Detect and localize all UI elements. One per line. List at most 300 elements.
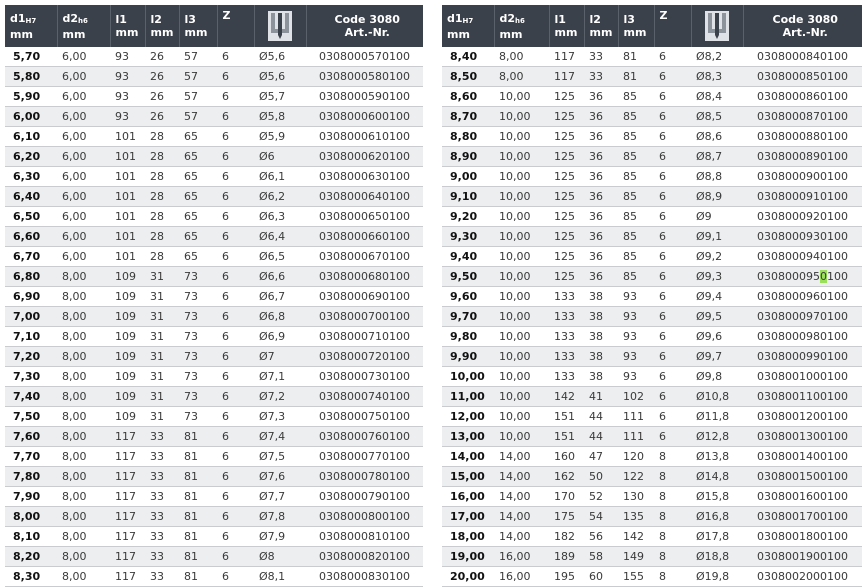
cell-code: 0308000710100 — [306, 327, 423, 347]
table-row — [442, 567, 862, 587]
cell-l2: 26 — [145, 47, 179, 67]
reamer-table-left — [5, 5, 423, 587]
cell-d2: 16,00 — [494, 567, 549, 587]
cell-l1: 151 — [549, 407, 584, 427]
cell-code: 0308000930100 — [743, 227, 862, 247]
col-d2: $d2_{h6}$ mm — [494, 5, 549, 47]
cell-l2: 54 — [584, 507, 618, 527]
cell-d2: 8,00 — [57, 567, 110, 587]
cell-l2: 56 — [584, 527, 618, 547]
cell-d2: 14,00 — [494, 467, 549, 487]
cell-d2: 14,00 — [494, 507, 549, 527]
cell-l1: 101 — [110, 167, 145, 187]
cell-d2: 6,00 — [57, 87, 110, 107]
cell-hole: Ø8,4 — [691, 87, 743, 107]
cell-code: 0308000680100 — [306, 267, 423, 287]
cell-l3: 65 — [179, 147, 217, 167]
cell-code: 0308001600100 — [743, 487, 862, 507]
cell-l3: 81 — [618, 67, 654, 87]
cell-hole: Ø5,9 — [254, 127, 306, 147]
cell-code: 0308000700100 — [306, 307, 423, 327]
cell-l3: 85 — [618, 227, 654, 247]
cell-l1: 125 — [549, 87, 584, 107]
reamer-table-right — [442, 5, 862, 587]
cell-l1: 117 — [549, 67, 584, 87]
cell-z: 6 — [217, 107, 254, 127]
cell-d1: 18,00 — [442, 527, 494, 547]
table-row — [5, 187, 423, 207]
cell-d2: 14,00 — [494, 487, 549, 507]
cell-d1: 6,50 — [5, 207, 57, 227]
cell-d1: 7,80 — [5, 467, 57, 487]
cell-z: 6 — [217, 527, 254, 547]
cell-hole: Ø8,9 — [691, 187, 743, 207]
cell-hole: Ø5,7 — [254, 87, 306, 107]
cell-d2: 10,00 — [494, 227, 549, 247]
cell-l3: 81 — [618, 47, 654, 67]
cell-z: 6 — [217, 267, 254, 287]
cell-l1: 117 — [110, 547, 145, 567]
cell-d1: 8,20 — [5, 547, 57, 567]
cell-l3: 93 — [618, 347, 654, 367]
cell-d1: 9,00 — [442, 167, 494, 187]
cell-d2: 6,00 — [57, 47, 110, 67]
cell-d2: 8,00 — [57, 487, 110, 507]
cell-code: 0308000890100 — [743, 147, 862, 167]
cell-hole: Ø9,7 — [691, 347, 743, 367]
cell-l2: 31 — [145, 267, 179, 287]
cell-d2: 10,00 — [494, 207, 549, 227]
cell-l3: 111 — [618, 407, 654, 427]
cell-d1: 11,00 — [442, 387, 494, 407]
table-row — [442, 487, 862, 507]
cell-hole: Ø8,7 — [691, 147, 743, 167]
table-row — [442, 467, 862, 487]
col-code: Code 3080 Art.-Nr. — [743, 5, 862, 47]
cell-l3: 85 — [618, 147, 654, 167]
cell-d1: 8,80 — [442, 127, 494, 147]
cell-hole: Ø9,8 — [691, 367, 743, 387]
cell-d2: 8,00 — [57, 327, 110, 347]
cell-l1: 109 — [110, 387, 145, 407]
cell-z: 6 — [217, 247, 254, 267]
cell-d1: 9,70 — [442, 307, 494, 327]
table-row — [5, 387, 423, 407]
col-z: Z — [217, 5, 254, 47]
cell-l1: 175 — [549, 507, 584, 527]
cell-d2: 8,00 — [57, 467, 110, 487]
table-row — [442, 47, 862, 67]
table-row — [442, 287, 862, 307]
cell-hole: Ø8,5 — [691, 107, 743, 127]
cell-l2: 28 — [145, 167, 179, 187]
cell-d1: 9,80 — [442, 327, 494, 347]
cell-l3: 73 — [179, 287, 217, 307]
cell-z: 8 — [654, 487, 691, 507]
cell-l2: 31 — [145, 307, 179, 327]
cell-hole: Ø7,8 — [254, 507, 306, 527]
table-header — [5, 5, 423, 47]
cell-code: 0308000810100 — [306, 527, 423, 547]
cell-z: 6 — [654, 327, 691, 347]
table-row — [442, 407, 862, 427]
cell-code: 0308000950100 — [743, 267, 862, 287]
cell-d2: 10,00 — [494, 147, 549, 167]
cell-z: 6 — [654, 247, 691, 267]
cell-z: 6 — [217, 427, 254, 447]
cell-z: 6 — [654, 187, 691, 207]
cell-d2: 8,00 — [57, 547, 110, 567]
cell-code: 0308001900100 — [743, 547, 862, 567]
cell-z: 6 — [217, 407, 254, 427]
cell-l1: 93 — [110, 67, 145, 87]
cell-l1: 101 — [110, 147, 145, 167]
cell-z: 6 — [217, 507, 254, 527]
col-icon — [691, 5, 743, 47]
cell-l2: 31 — [145, 367, 179, 387]
cell-d1: 9,90 — [442, 347, 494, 367]
cell-l1: 125 — [549, 267, 584, 287]
cell-hole: Ø15,8 — [691, 487, 743, 507]
cell-l1: 133 — [549, 367, 584, 387]
cell-l1: 93 — [110, 107, 145, 127]
cell-d1: 12,00 — [442, 407, 494, 427]
cell-d2: 10,00 — [494, 187, 549, 207]
cell-d1: 8,60 — [442, 87, 494, 107]
cell-code: 0308000740100 — [306, 387, 423, 407]
cell-l3: 73 — [179, 407, 217, 427]
cell-l2: 33 — [145, 567, 179, 587]
table-row — [5, 507, 423, 527]
cell-code: 0308000600100 — [306, 107, 423, 127]
table-row — [442, 187, 862, 207]
cell-code: 0308000690100 — [306, 287, 423, 307]
cell-d1: 6,60 — [5, 227, 57, 247]
cell-d2: 6,00 — [57, 187, 110, 207]
cell-l2: 38 — [584, 287, 618, 307]
cell-z: 6 — [217, 547, 254, 567]
cell-l1: 117 — [549, 47, 584, 67]
cell-z: 8 — [654, 507, 691, 527]
cell-l2: 31 — [145, 387, 179, 407]
cell-l1: 133 — [549, 307, 584, 327]
cell-d2: 10,00 — [494, 127, 549, 147]
col-code: Code 3080 Art.-Nr. — [306, 5, 423, 47]
cell-l3: 85 — [618, 127, 654, 147]
cell-hole: Ø5,8 — [254, 107, 306, 127]
cell-l3: 81 — [179, 507, 217, 527]
cell-d2: 8,00 — [57, 367, 110, 387]
cell-d2: 6,00 — [57, 247, 110, 267]
cell-l2: 36 — [584, 207, 618, 227]
cell-code: 0308000670100 — [306, 247, 423, 267]
cell-hole: Ø7,1 — [254, 367, 306, 387]
cell-l1: 142 — [549, 387, 584, 407]
cell-l3: 111 — [618, 427, 654, 447]
table-row — [5, 467, 423, 487]
cell-hole: Ø7,9 — [254, 527, 306, 547]
cell-hole: Ø11,8 — [691, 407, 743, 427]
cell-l2: 31 — [145, 407, 179, 427]
cell-z: 6 — [654, 167, 691, 187]
table-row — [5, 147, 423, 167]
cell-code: 0308000570100 — [306, 47, 423, 67]
cell-code: 0308000590100 — [306, 87, 423, 107]
table-row — [5, 227, 423, 247]
cell-z: 6 — [217, 147, 254, 167]
cell-d1: 8,10 — [5, 527, 57, 547]
cell-d1: 8,90 — [442, 147, 494, 167]
cell-l3: 81 — [179, 427, 217, 447]
cell-hole: Ø19,8 — [691, 567, 743, 587]
cell-l3: 65 — [179, 207, 217, 227]
cell-hole: Ø6,2 — [254, 187, 306, 207]
table-row — [5, 207, 423, 227]
cell-hole: Ø8,2 — [691, 47, 743, 67]
cell-z: 6 — [217, 327, 254, 347]
cell-z: 8 — [654, 567, 691, 587]
table-row — [5, 247, 423, 267]
table-row — [442, 87, 862, 107]
cell-l3: 81 — [179, 447, 217, 467]
cell-l3: 81 — [179, 567, 217, 587]
cell-l2: 44 — [584, 407, 618, 427]
cell-l2: 33 — [145, 507, 179, 527]
table-row — [5, 307, 423, 327]
cell-l2: 33 — [145, 427, 179, 447]
cell-l1: 117 — [110, 447, 145, 467]
cell-l2: 31 — [145, 347, 179, 367]
cell-l1: 182 — [549, 527, 584, 547]
cell-l1: 125 — [549, 107, 584, 127]
cell-code: 0308000990100 — [743, 347, 862, 367]
cell-code: 0308001700100 — [743, 507, 862, 527]
cell-l1: 117 — [110, 567, 145, 587]
cell-code: 0308000850100 — [743, 67, 862, 87]
cell-d1: 7,20 — [5, 347, 57, 367]
cell-code: 0308001100100 — [743, 387, 862, 407]
cell-code: 0308000610100 — [306, 127, 423, 147]
table-row — [5, 47, 423, 67]
cell-l3: 135 — [618, 507, 654, 527]
cell-d2: 10,00 — [494, 427, 549, 447]
cell-l1: 101 — [110, 187, 145, 207]
cell-d1: 13,00 — [442, 427, 494, 447]
cell-l2: 33 — [584, 47, 618, 67]
cell-l1: 195 — [549, 567, 584, 587]
cell-d2: 10,00 — [494, 267, 549, 287]
table-row — [5, 287, 423, 307]
table-row — [5, 427, 423, 447]
cell-l1: 101 — [110, 207, 145, 227]
cell-z: 8 — [654, 467, 691, 487]
cell-hole: Ø6,5 — [254, 247, 306, 267]
cell-z: 6 — [217, 127, 254, 147]
cell-code: 0308000620100 — [306, 147, 423, 167]
cell-l3: 130 — [618, 487, 654, 507]
cell-d2: 10,00 — [494, 387, 549, 407]
cell-l3: 85 — [618, 247, 654, 267]
cell-l1: 109 — [110, 287, 145, 307]
cell-d2: 8,00 — [494, 47, 549, 67]
table-row — [5, 367, 423, 387]
cell-d2: 6,00 — [57, 207, 110, 227]
cell-z: 6 — [654, 147, 691, 167]
cell-code: 0308000640100 — [306, 187, 423, 207]
cell-hole: Ø10,8 — [691, 387, 743, 407]
cell-hole: Ø18,8 — [691, 547, 743, 567]
cell-hole: Ø8 — [254, 547, 306, 567]
cell-d1: 20,00 — [442, 567, 494, 587]
cell-l1: 160 — [549, 447, 584, 467]
cell-d2: 10,00 — [494, 327, 549, 347]
cell-d2: 10,00 — [494, 247, 549, 267]
cell-d2: 14,00 — [494, 447, 549, 467]
cell-l3: 93 — [618, 327, 654, 347]
cell-d1: 7,60 — [5, 427, 57, 447]
cell-hole: Ø6,4 — [254, 227, 306, 247]
cell-d1: 6,40 — [5, 187, 57, 207]
cell-d2: 6,00 — [57, 147, 110, 167]
cell-l3: 65 — [179, 247, 217, 267]
cell-z: 6 — [654, 107, 691, 127]
cell-l1: 189 — [549, 547, 584, 567]
cell-d1: 9,40 — [442, 247, 494, 267]
cell-z: 6 — [654, 267, 691, 287]
table-row — [5, 267, 423, 287]
cell-d1: 9,30 — [442, 227, 494, 247]
cell-l3: 57 — [179, 47, 217, 67]
cell-l2: 36 — [584, 267, 618, 287]
cell-code: 0308001300100 — [743, 427, 862, 447]
cell-hole: Ø9 — [691, 207, 743, 227]
cell-d1: 16,00 — [442, 487, 494, 507]
cell-z: 6 — [654, 367, 691, 387]
cell-z: 6 — [217, 387, 254, 407]
table-row — [442, 367, 862, 387]
cell-code: 0308001200100 — [743, 407, 862, 427]
cell-z: 6 — [217, 207, 254, 227]
cell-hole: Ø6,3 — [254, 207, 306, 227]
table-row — [5, 127, 423, 147]
cell-d2: 8,00 — [57, 307, 110, 327]
cell-l3: 73 — [179, 327, 217, 347]
cell-l1: 162 — [549, 467, 584, 487]
cell-l1: 117 — [110, 487, 145, 507]
cell-d1: 6,10 — [5, 127, 57, 147]
cell-l1: 117 — [110, 507, 145, 527]
col-l1: l1 mm — [549, 5, 584, 47]
cell-code: 0308000650100 — [306, 207, 423, 227]
cell-d1: 14,00 — [442, 447, 494, 467]
cell-hole: Ø7,7 — [254, 487, 306, 507]
cell-code: 0308000780100 — [306, 467, 423, 487]
cell-d2: 6,00 — [57, 107, 110, 127]
cell-d1: 7,40 — [5, 387, 57, 407]
cell-hole: Ø8,8 — [691, 167, 743, 187]
cell-code: 0308001500100 — [743, 467, 862, 487]
cell-code: 0308000970100 — [743, 307, 862, 327]
table-row — [5, 67, 423, 87]
cell-l2: 26 — [145, 107, 179, 127]
cell-hole: Ø13,8 — [691, 447, 743, 467]
cell-l2: 33 — [145, 447, 179, 467]
cell-d1: 5,80 — [5, 67, 57, 87]
cell-l2: 36 — [584, 187, 618, 207]
cell-l1: 170 — [549, 487, 584, 507]
cell-code: 0308000920100 — [743, 207, 862, 227]
cell-l2: 28 — [145, 227, 179, 247]
cell-l1: 125 — [549, 187, 584, 207]
cell-d1: 9,60 — [442, 287, 494, 307]
cell-code: 0308000940100 — [743, 247, 862, 267]
cell-d2: 10,00 — [494, 367, 549, 387]
cell-l2: 28 — [145, 187, 179, 207]
table-row — [442, 107, 862, 127]
cell-hole: Ø7,3 — [254, 407, 306, 427]
cell-code: 0308000770100 — [306, 447, 423, 467]
cell-code: 0308000580100 — [306, 67, 423, 87]
cell-code: 0308001400100 — [743, 447, 862, 467]
cell-l3: 73 — [179, 387, 217, 407]
cell-l3: 73 — [179, 347, 217, 367]
cell-z: 6 — [217, 67, 254, 87]
cell-l3: 65 — [179, 187, 217, 207]
cell-z: 6 — [217, 467, 254, 487]
cell-l2: 36 — [584, 87, 618, 107]
cell-d2: 10,00 — [494, 107, 549, 127]
cell-z: 8 — [654, 547, 691, 567]
cell-z: 6 — [654, 67, 691, 87]
cell-l1: 125 — [549, 127, 584, 147]
cell-code: 0308002000100 — [743, 567, 862, 587]
table-row — [5, 527, 423, 547]
cell-z: 6 — [217, 187, 254, 207]
table-row — [442, 67, 862, 87]
cell-l1: 117 — [110, 527, 145, 547]
cell-d1: 15,00 — [442, 467, 494, 487]
cell-code: 0308000660100 — [306, 227, 423, 247]
cell-hole: Ø7,4 — [254, 427, 306, 447]
cell-l2: 44 — [584, 427, 618, 447]
cell-l2: 38 — [584, 347, 618, 367]
cell-l1: 125 — [549, 247, 584, 267]
cell-d2: 8,00 — [57, 527, 110, 547]
cell-d2: 14,00 — [494, 527, 549, 547]
table-row — [442, 267, 862, 287]
coolant-drill-icon — [705, 11, 729, 41]
table-header — [442, 5, 862, 47]
cell-l2: 33 — [145, 527, 179, 547]
cell-l3: 57 — [179, 67, 217, 87]
cell-code: 0308000630100 — [306, 167, 423, 187]
cell-d1: 6,20 — [5, 147, 57, 167]
cell-l2: 47 — [584, 447, 618, 467]
table-row — [5, 547, 423, 567]
cell-hole: Ø9,5 — [691, 307, 743, 327]
cell-l2: 28 — [145, 147, 179, 167]
cell-z: 6 — [654, 287, 691, 307]
cell-l3: 93 — [618, 307, 654, 327]
cell-d1: 9,10 — [442, 187, 494, 207]
cell-l3: 57 — [179, 87, 217, 107]
col-z: Z — [654, 5, 691, 47]
cell-d1: 5,70 — [5, 47, 57, 67]
col-l3: l3 mm — [179, 5, 217, 47]
cell-d1: 8,40 — [442, 47, 494, 67]
cell-hole: Ø7 — [254, 347, 306, 367]
cell-d2: 16,00 — [494, 547, 549, 567]
